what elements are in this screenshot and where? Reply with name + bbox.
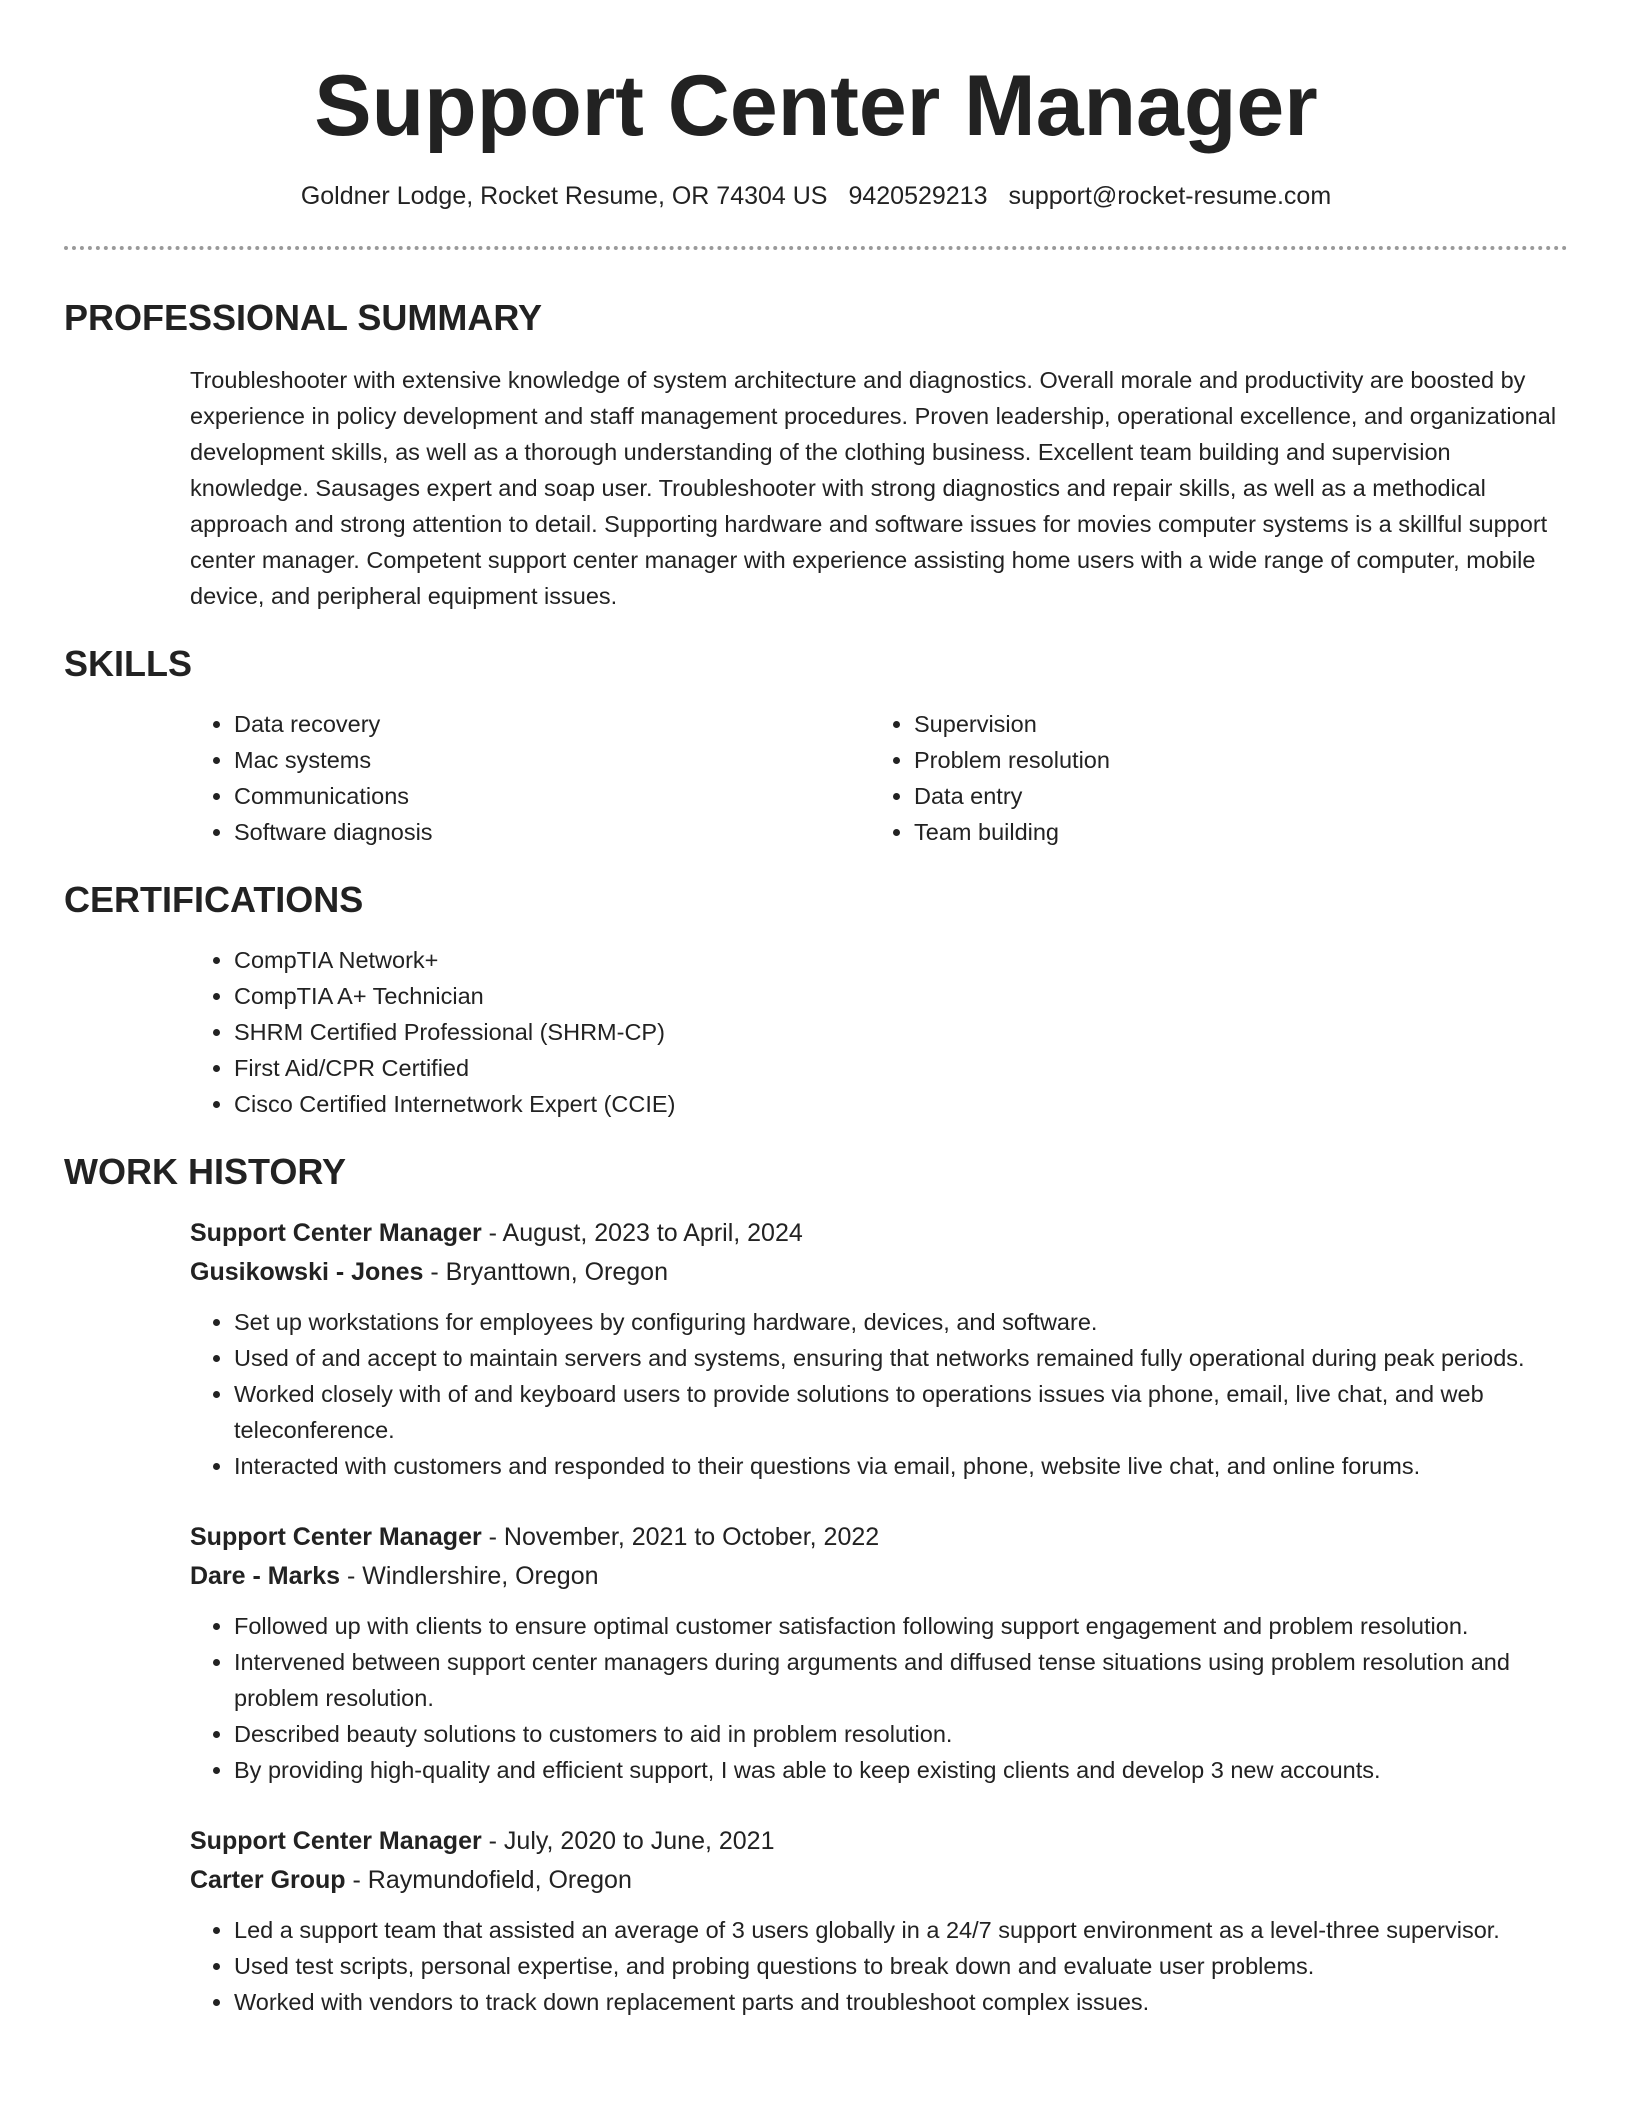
job-company-line [190, 1557, 1568, 1596]
skills-section [64, 642, 1568, 850]
job-bullet: • Intervened between support center managers during arguments and diffused tense situations using problem resolution and problem resolution. [234, 1644, 1568, 1716]
certification-item: • CompTIA A+ Technician [234, 978, 1568, 1014]
certification-item: • First Aid/CPR Certified [234, 1050, 1568, 1086]
work-history-title: WORK HISTORY [64, 1151, 347, 1192]
skills-list-right [870, 706, 1550, 850]
skills-column-left [190, 706, 870, 850]
job-company: Gusikowski - Jones [190, 1258, 424, 1286]
certification-item: • Cisco Certified Internetwork Expert (CCIE) [234, 1086, 1568, 1122]
job-role-line [190, 1214, 1568, 1253]
job-bullet: • Used of and accept to maintain servers and systems, ensuring that networks remained fully operational during peak periods. [234, 1340, 1568, 1376]
job-bullets [190, 1304, 1568, 1484]
job-bullet: • By providing high-quality and efficient support, I was able to keep existing clients and develop 3 new accounts. [234, 1752, 1568, 1788]
skill-item: • Mac systems [234, 742, 870, 778]
resume-header [64, 0, 1568, 212]
header-divider [64, 246, 1568, 250]
job-bullets [190, 1608, 1568, 1788]
summary-section [64, 296, 1568, 614]
skill-item: • Data entry [914, 778, 1550, 814]
job-bullet: • Worked closely with of and keyboard users to provide solutions to operations issues via phone, email, live chat, and web teleconference. [234, 1376, 1568, 1448]
contact-line [64, 180, 1568, 212]
skill-item: • Data recovery [234, 706, 870, 742]
job-role: Support Center Manager [190, 1827, 482, 1855]
certification-item: • CompTIA Network+ [234, 942, 1568, 978]
work-history-body [190, 1214, 1568, 2020]
job-location: - Windlershire, Oregon [340, 1562, 599, 1590]
job-location: - Bryanttown, Oregon [423, 1258, 668, 1286]
certifications-body [190, 942, 1568, 1122]
job-role-line [190, 1518, 1568, 1557]
certifications-section [64, 878, 1568, 1122]
work-history-section [64, 1150, 1568, 2020]
job-entry [190, 1518, 1568, 1788]
skill-item: • Communications [234, 778, 870, 814]
job-role-line [190, 1822, 1568, 1861]
skill-item: • Software diagnosis [234, 814, 870, 850]
skills-title: SKILLS [64, 643, 193, 684]
summary-body [190, 362, 1568, 614]
certification-item: • SHRM Certified Professional (SHRM-CP) [234, 1014, 1568, 1050]
job-role: Support Center Manager [190, 1219, 482, 1247]
job-bullet: • Set up workstations for employees by configuring hardware, devices, and software. [234, 1304, 1568, 1340]
candidate-name: Support Center Manager [314, 58, 1318, 154]
skills-grid [190, 706, 1568, 850]
job-bullet: • Used test scripts, personal expertise, and probing questions to break down and evaluate user problems. [234, 1948, 1568, 1984]
job-company: Carter Group [190, 1866, 346, 1894]
contact-email: support@rocket-resume.com [1008, 182, 1332, 210]
job-company-line [190, 1861, 1568, 1900]
job-entry [190, 1822, 1568, 2020]
skills-list-left [190, 706, 870, 850]
summary-title: PROFESSIONAL SUMMARY [64, 297, 543, 338]
job-entry [190, 1214, 1568, 1484]
certifications-list [190, 942, 1568, 1122]
job-bullet: • Described beauty solutions to customers to aid in problem resolution. [234, 1716, 1568, 1752]
certifications-title: CERTIFICATIONS [64, 879, 364, 920]
job-dates: - August, 2023 to April, 2024 [481, 1219, 803, 1247]
skills-column-right [870, 706, 1550, 850]
job-bullets [190, 1912, 1568, 2020]
job-bullet: • Followed up with clients to ensure optimal customer satisfaction following support engagement and problem resolution. [234, 1608, 1568, 1644]
skill-item: • Team building [914, 814, 1550, 850]
job-bullet: • Interacted with customers and responded to their questions via email, phone, website live chat, and online forums. [234, 1448, 1568, 1484]
job-company-line [190, 1253, 1568, 1292]
contact-phone: 9420529213 [848, 182, 988, 210]
job-role: Support Center Manager [190, 1523, 482, 1551]
contact-address: Goldner Lodge, Rocket Resume, OR 74304 US [300, 182, 828, 210]
summary-text: Troubleshooter with extensive knowledge of system architecture and diagnostics. Overall morale and productivity are boosted by experience in policy development and staff management procedures. Proven leadership, operational excellence, and organizational development skills, as well as a thorough understanding of the clothing business. Excellent team building and supervision knowledge. Sausages expert and soap user. Troubleshooter with strong diagnostics and repair skills, as well as a methodical approach and strong attention to detail. Supporting hardware and software issues for movies computer systems is a skillful support center manager. Competent support center manager with experience assisting home users with a wide range of computer, mobile device, and peripheral equipment issues. [190, 367, 1557, 609]
job-company: Dare - Marks [190, 1562, 341, 1590]
job-dates: - July, 2020 to June, 2021 [481, 1827, 775, 1855]
job-bullet: • Worked with vendors to track down replacement parts and troubleshoot complex issues. [234, 1984, 1568, 2020]
job-bullet: • Led a support team that assisted an average of 3 users globally in a 24/7 support environment as a level-three supervisor. [234, 1912, 1568, 1948]
job-dates: - November, 2021 to October, 2022 [481, 1523, 880, 1551]
skill-item: • Supervision [914, 706, 1550, 742]
skill-item: • Problem resolution [914, 742, 1550, 778]
job-location: - Raymundofield, Oregon [345, 1866, 632, 1894]
